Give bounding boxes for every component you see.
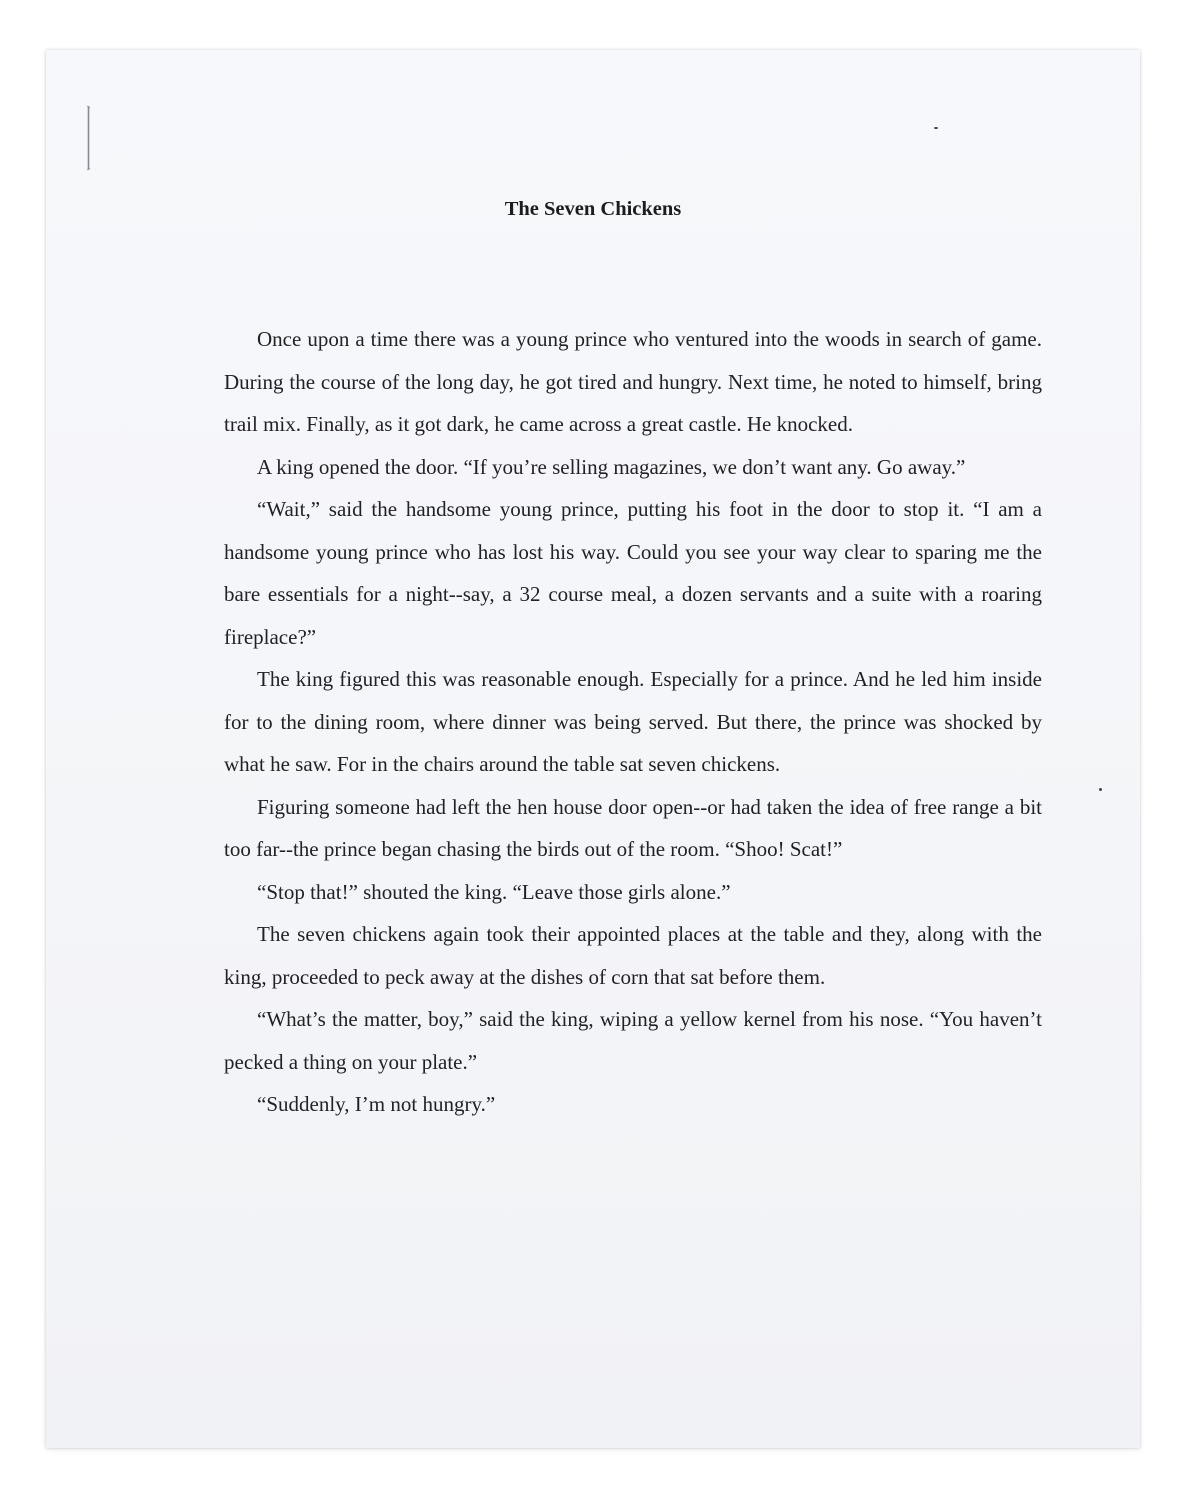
paragraph: Figuring someone had left the hen house door open--or had taken the idea of free range a bit too far--the prince began chasing the birds out of the room. “Shoo! Scat!” [224, 794, 1042, 861]
paragraph: A king opened the door. “If you’re selling magazines, we don’t want any. Go away.” [257, 454, 966, 479]
paper-speck [1099, 788, 1102, 791]
paper-speck [934, 127, 938, 129]
paragraph: Once upon a time there was a young prince who ventured into the woods in search of game. During the course of the long day, he got tired and hungry. Next time, he noted to himself, bring trail mix. Finally, as it got dark, he came across a great castle. He knocked. [224, 327, 1042, 436]
story-title: The Seven Chickens [504, 198, 682, 220]
paragraph: “Wait,” said the handsome young prince, putting his foot in the door to stop it. “I am a handsome young prince who has lost his way. Could you see your way clear to sparing me the bare essentials for a night--say, a 32 course meal, a dozen servants and a suite with a roaring fireplace?” [224, 497, 1042, 649]
paragraph: “Stop that!” shouted the king. “Leave those girls alone.” [257, 879, 731, 904]
paragraph: “What’s the matter, boy,” said the king, wiping a yellow kernel from his nose. “You haven’t pecked a thing on your plate.” [224, 1007, 1042, 1074]
paragraph: The king figured this was reasonable enough. Especially for a prince. And he led him inside for to the dining room, where dinner was being served. But there, the prince was shocked by what he saw. For in the chairs around the table sat seven chickens. [224, 667, 1042, 776]
paragraph: “Suddenly, I’m not hungry.” [257, 1092, 496, 1116]
staple-mark [86, 104, 91, 174]
story-body [224, 318, 1042, 1126]
paragraph: The seven chickens again took their appointed places at the table and they, along with the king, proceeded to peck away at the dishes of corn that sat before them. [224, 922, 1042, 989]
paper-sheet [46, 50, 1140, 1448]
